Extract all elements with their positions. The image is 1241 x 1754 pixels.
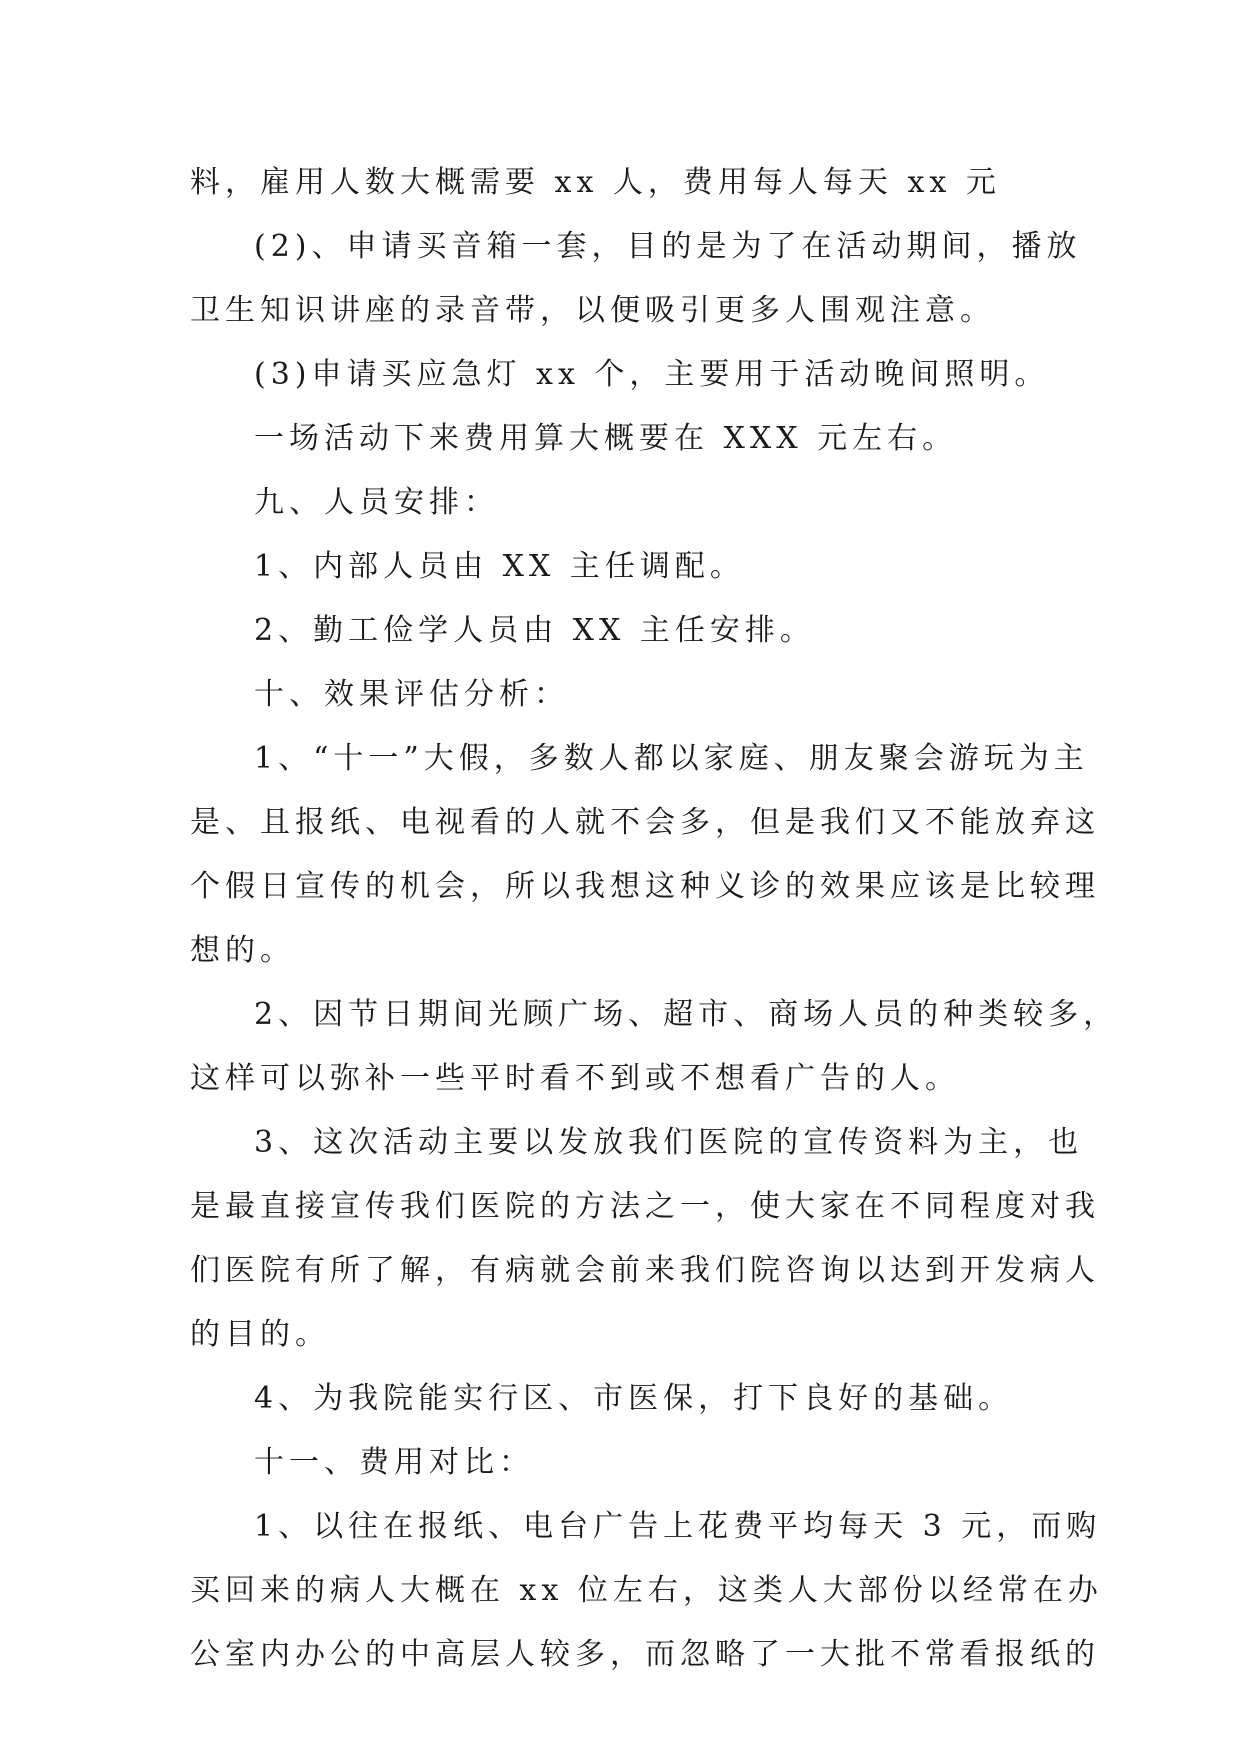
text-line: 一场活动下来费用算大概要在 XXX 元左右。 xyxy=(254,421,958,456)
text-line: 的目的。 xyxy=(190,1317,330,1352)
text-line: 是最直接宣传我们医院的方法之一，使大家在不同程度对我 xyxy=(190,1189,1100,1224)
text-line: 个假日宣传的机会，所以我想这种义诊的效果应该是比较理 xyxy=(190,869,1100,904)
text-line: 们医院有所了解，有病就会前来我们院咨询以达到开发病人 xyxy=(190,1253,1100,1288)
text-line: 公室内办公的中高层人较多，而忽略了一大批不常看报纸的 xyxy=(190,1637,1100,1672)
text-line: 这样可以弥补一些平时看不到或不想看广告的人。 xyxy=(190,1061,960,1096)
text-line: 是、且报纸、电视看的人就不会多，但是我们又不能放弃这 xyxy=(190,805,1100,840)
text-line: 4、为我院能实行区、市医保，打下良好的基础。 xyxy=(254,1381,1014,1416)
text-line: 1、内部人员由 XX 主任调配。 xyxy=(254,549,745,584)
text-line: 卫生知识讲座的录音带，以便吸引更多人围观注意。 xyxy=(190,293,995,328)
text-line: (3)申请买应急灯 xx 个，主要用于活动晚间照明。 xyxy=(254,357,1050,392)
text-line: 买回来的病人大概在 xx 位左右，这类人大部份以经常在办 xyxy=(190,1573,1103,1608)
text-line: 料，雇用人数大概需要 xx 人，费用每人每天 xx 元 xyxy=(190,165,1001,200)
text-line: 2、因节日期间光顾广场、超市、商场人员的种类较多， xyxy=(254,997,1119,1032)
section-heading: 十一、费用对比： xyxy=(254,1445,534,1480)
text-line: 想的。 xyxy=(190,933,295,968)
text-line: 1、以往在报纸、电台广告上花费平均每天 3 元，而购 xyxy=(254,1509,1102,1544)
text-line: 3、这次活动主要以发放我们医院的宣传资料为主，也 xyxy=(254,1125,1084,1160)
section-heading: 九、人员安排： xyxy=(254,485,499,520)
text-line: 2、勤工俭学人员由 XX 主任安排。 xyxy=(254,613,815,648)
section-heading: 十、效果评估分析： xyxy=(254,677,569,712)
text-line: 1、“十一”大假，多数人都以家庭、朋友聚会游玩为主 xyxy=(254,741,1089,776)
text-line: (2)、申请买音箱一套，目的是为了在活动期间，播放 xyxy=(254,229,1082,264)
